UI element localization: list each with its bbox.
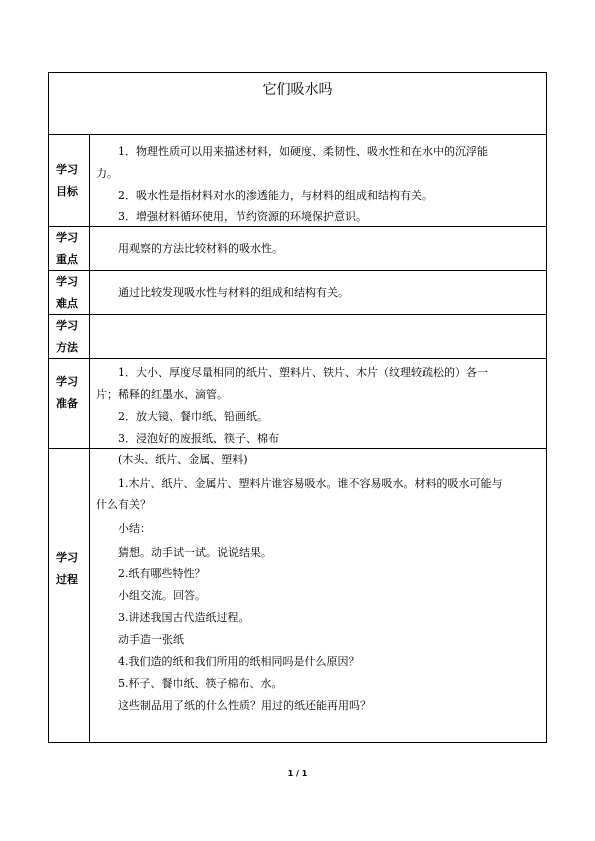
- difficulty-label: [49, 271, 90, 314]
- process-line-9: 动手造一张纸: [118, 633, 184, 646]
- prep-label-line-2: 准备: [56, 397, 78, 410]
- process-label-line-2: 过程: [56, 573, 78, 586]
- key-label-line-2: 重点: [56, 253, 78, 266]
- process-line-2: 1.木片、纸片、金属片、塑料片谁容易吸水。谁不容易吸水。材料的吸水可能与: [118, 477, 503, 490]
- process-line-1: (木头、纸片、金属、塑料): [118, 453, 248, 466]
- method-label: [49, 315, 90, 358]
- process-line-4: 小结：: [118, 522, 151, 535]
- page-number: 1 / 1: [287, 769, 308, 778]
- goal-label: [49, 135, 90, 226]
- process-line-8: 3.讲述我国古代造纸过程。: [118, 611, 250, 624]
- process-line-5: 猜想。动手试一试。说说结果。: [118, 546, 272, 559]
- process-line-3: 什么有关？: [96, 498, 151, 511]
- process-label: [49, 449, 90, 742]
- goal-row: [49, 135, 546, 227]
- goal-label-line-1: 学习: [56, 163, 78, 176]
- difficulty-row: [49, 271, 546, 315]
- prep-label-line-1: 学习: [56, 375, 78, 388]
- lesson-plan-table: [48, 72, 547, 743]
- method-label-line-1: 学习: [56, 319, 78, 332]
- method-row: [49, 315, 546, 359]
- prep-line-2: 片；稀释的红墨水、滴管。: [96, 388, 228, 401]
- goal-label-line-2: 目标: [56, 185, 78, 198]
- process-label-line-1: 学习: [56, 551, 78, 564]
- process-line-7: 小组交流。回答。: [118, 589, 206, 602]
- process-line-11: 5.杯子、餐巾纸、筷子棉布、水。: [118, 677, 283, 690]
- method-label-line-2: 方法: [56, 341, 78, 354]
- prep-line-3: 2．放大镜、餐巾纸、铅画纸。: [118, 410, 268, 423]
- difficulty-label-line-2: 难点: [56, 297, 78, 310]
- goal-line-1: 1．物理性质可以用来描述材料，如硬度、柔韧性、吸水性和在水中的沉浮能: [118, 145, 488, 158]
- process-line-12: 这些制品用了纸的什么性质？用过的纸还能再用吗？: [118, 699, 371, 712]
- key-label: [49, 227, 90, 270]
- key-content: [90, 227, 546, 270]
- difficulty-line-1: 通过比较发现吸水性与材料的组成和结构有关。: [118, 286, 349, 299]
- goal-line-3: 2．吸水性是指材料对水的渗透能力，与材料的组成和结构有关。: [118, 189, 433, 202]
- difficulty-label-line-1: 学习: [56, 275, 78, 288]
- prep-content: [90, 359, 546, 448]
- key-line-1: 用观察的方法比较材料的吸水性。: [118, 242, 283, 255]
- prep-label: [49, 359, 90, 448]
- goal-line-2: 力。: [96, 167, 118, 180]
- process-line-6: 2.纸有哪些特性？: [118, 567, 206, 580]
- process-line-10: 4.我们造的纸和我们所用的纸相同吗是什么原因？: [118, 655, 360, 668]
- goal-line-4: 3．增强材料循环使用，节约资源的环境保护意识。: [118, 210, 367, 223]
- process-content: [90, 449, 546, 742]
- prep-line-4: 3．浸泡好的废报纸、筷子、棉布: [118, 432, 279, 445]
- key-label-line-1: 学习: [56, 231, 78, 244]
- prep-row: [49, 359, 546, 449]
- key-row: [49, 227, 546, 271]
- goal-content: [90, 135, 546, 226]
- difficulty-content: [90, 271, 546, 314]
- page-title: 它们吸水吗: [262, 82, 333, 98]
- title-row: [49, 73, 546, 135]
- method-content: [90, 315, 546, 358]
- process-row: [49, 449, 546, 742]
- prep-line-1: 1．大小、厚度尽量相同的纸片、塑料片、铁片、木片（纹理较疏松的）各一: [118, 366, 488, 379]
